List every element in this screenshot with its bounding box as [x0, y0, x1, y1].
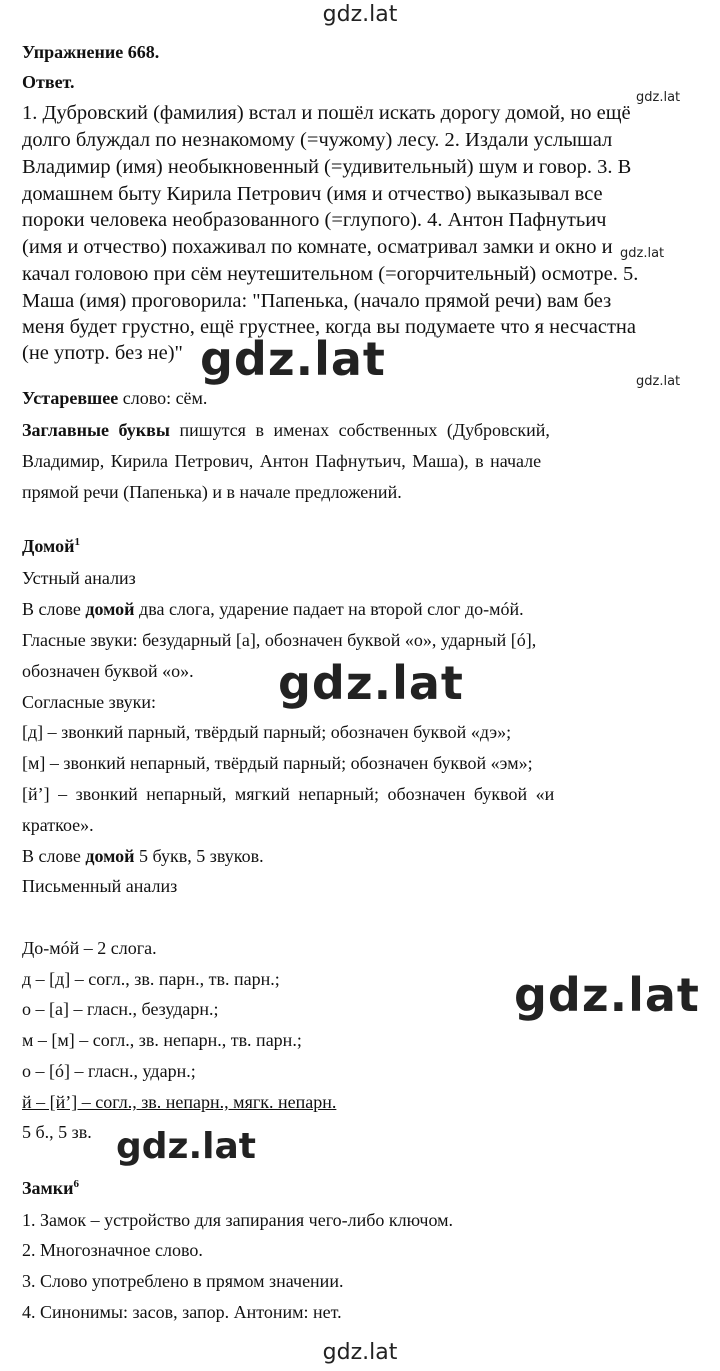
answer-line: домашнем быту Кирила Петрович (имя и отчество) выказывал все: [22, 183, 603, 205]
zamki-line: 1. Замок – устройство для запирания чего-либо ключом.: [22, 1210, 453, 1230]
count-line: [22, 846, 264, 867]
written-analysis-label: Письменный анализ: [22, 876, 178, 896]
zamki-line: 2. Многозначное слово.: [22, 1240, 203, 1260]
watermark-large: gdz.lat: [278, 656, 464, 710]
section-title-text: Замки: [22, 1178, 74, 1198]
answer-line: (не употр. без не)": [22, 342, 183, 364]
answer-line: пороки человека необразованного (=глупого). 4. Антон Пафнутьич: [22, 209, 607, 231]
consonant-line: краткое».: [22, 815, 94, 835]
watermark-top: gdz.lat: [322, 2, 398, 27]
answer-line: долго блуждал по незнакомому (=чужому) лесу. 2. Издали услышал: [22, 129, 613, 151]
watermark-large: gdz.lat: [514, 968, 700, 1022]
answer-line: Владимир (имя) необыкновенный (=удивительный) шум и говор. 3. В: [22, 156, 632, 178]
section-title-domoy: [22, 536, 80, 557]
section-title-zamki: [22, 1178, 79, 1199]
answer-line: меня будет грустно, ещё грустнее, когда вы подумаете что я несчастна: [22, 316, 636, 338]
syllable-line: [22, 599, 524, 620]
written-line: 5 б., 5 зв.: [22, 1122, 92, 1142]
capitals-note: [22, 420, 550, 441]
text: В слове: [22, 599, 86, 619]
text: 5 букв, 5 звуков.: [134, 846, 264, 866]
footnote-number: 6: [73, 1178, 80, 1190]
obsolete-text: слово: сём.: [118, 388, 208, 408]
footnote-number: 1: [74, 536, 80, 548]
oral-analysis-label: Устный анализ: [22, 568, 136, 588]
answer-line: 1. Дубровский (фамилия) встал и пошёл искать дорогу домой, но ещё: [22, 102, 631, 124]
written-line: о – [ó] – гласн., ударн.;: [22, 1061, 196, 1081]
capitals-text: Владимир, Кирила Петрович, Антон Пафнутьич, Маша), в начале: [22, 451, 542, 471]
obsolete-note: [22, 388, 207, 409]
keyword: домой: [85, 846, 135, 866]
watermark-large: gdz.lat: [200, 332, 386, 386]
watermark-small: gdz.lat: [636, 90, 681, 105]
text: В слове: [22, 846, 86, 866]
written-line: д – [д] – согл., зв. парн., тв. парн.;: [22, 969, 280, 989]
keyword: домой: [85, 599, 135, 619]
vowels-line: Гласные звуки: безударный [а], обозначен буквой «о», ударный [ó],: [22, 630, 537, 650]
consonant-line: [д] – звонкий парный, твёрдый парный; обозначен буквой «дэ»;: [22, 722, 512, 742]
consonant-line: [м] – звонкий непарный, твёрдый парный; обозначен буквой «эм»;: [22, 753, 533, 773]
watermark-bottom: gdz.lat: [322, 1340, 398, 1365]
watermark-small: gdz.lat: [636, 374, 681, 389]
capitals-label: Заглавные буквы: [22, 420, 170, 440]
answer-line: Маша (имя) проговорила: "Папенька, (начало прямой речи) вам без: [22, 290, 612, 312]
capitals-text: прямой речи (Папенька) и в начале предложений.: [22, 482, 402, 502]
consonants-label: Согласные звуки:: [22, 692, 157, 712]
capitals-text: пишутся в именах собственных (Дубровский,: [169, 420, 550, 440]
written-line: о – [а] – гласн., безударн.;: [22, 999, 219, 1019]
zamki-line: 3. Слово употреблено в прямом значении.: [22, 1271, 344, 1291]
obsolete-label: Устаревшее: [22, 388, 119, 408]
section-title-text: Домой: [22, 536, 75, 556]
written-line: й – [й’] – согл., зв. непарн., мягк. непарн.: [22, 1092, 337, 1112]
answer-line: (имя и отчество) похаживал по комнате, осматривал замки и окно и: [22, 236, 613, 258]
vowels-line: обозначен буквой «о».: [22, 661, 194, 681]
answer-label: Ответ.: [22, 72, 75, 92]
answer-line: качал головою при сём неутешительном (=огорчительный) осмотре. 5.: [22, 263, 639, 285]
watermark-small: gdz.lat: [620, 246, 665, 261]
consonant-line: [й’] – звонкий непарный, мягкий непарный; обозначен буквой «и: [22, 784, 555, 804]
written-line: До-мóй – 2 слога.: [22, 938, 157, 958]
zamki-line: 4. Синонимы: засов, запор. Антоним: нет.: [22, 1302, 342, 1322]
text: два слога, ударение падает на второй слог до-мóй.: [134, 599, 524, 619]
exercise-title: Упражнение 668.: [22, 42, 160, 62]
written-line: м – [м] – согл., зв. непарн., тв. парн.;: [22, 1030, 302, 1050]
watermark-medium: gdz.lat: [116, 1126, 257, 1167]
